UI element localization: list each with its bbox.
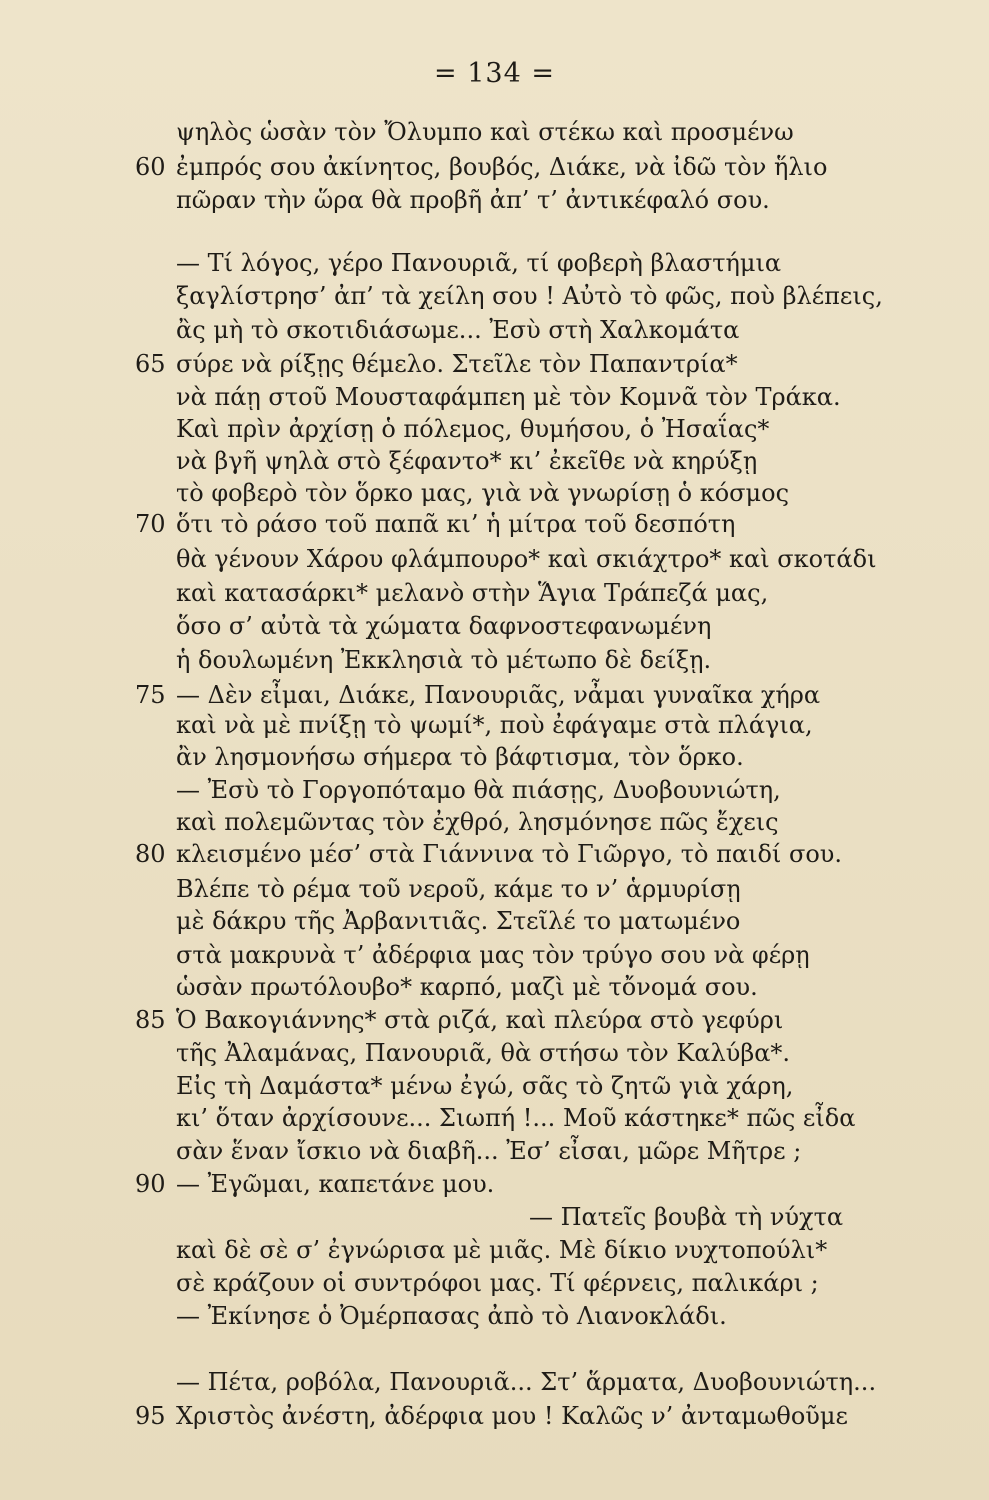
- line-number: 70: [135, 510, 166, 538]
- poem-line: Ὁ Βακογιάννης* στὰ ριζά, καὶ πλεύρα στὸ γεφύρι: [176, 1006, 784, 1034]
- poem-line: κλεισμένο μέσ’ στὰ Γιάννινα τὸ Γιῶργο, τὸ παιδί σου.: [176, 840, 843, 868]
- poem-line: ψηλὸς ὡσὰν τὸν Ὄλυμπο καὶ στέκω καὶ προσμένω: [176, 118, 794, 146]
- poem-line: Χριστὸς ἀνέστη, ἀδέρφια μου ! Καλῶς ν’ ἀνταμωθοῦμε: [176, 1402, 848, 1430]
- poem-line: μὲ δάκρυ τῆς Ἀρβανιτιᾶς. Στεῖλέ το ματωμένο: [176, 907, 741, 935]
- line-number: 85: [135, 1006, 166, 1034]
- poem-line: πῶραν τὴν ὥρα θὰ προβῆ ἀπ’ τ’ ἀντικέφαλό σου.: [176, 186, 770, 214]
- poem-line: Βλέπε τὸ ρέμα τοῦ νεροῦ, κάμε το ν’ ἁρμυρίσῃ: [176, 875, 741, 903]
- poem-line: σύρε νὰ ρίξῃς θέμελο. Στεῖλε τὸν Παπαντρία*: [176, 350, 738, 378]
- poem-line: τῆς Ἀλαμάνας, Πανουριᾶ, θὰ στήσω τὸν Καλύβα*.: [176, 1039, 791, 1067]
- poem-line: στὰ μακρυνὰ τ’ ἀδέρφια μας τὸν τρύγο σου νὰ φέρῃ: [176, 941, 810, 969]
- poem-line: νὰ βγῆ ψηλὰ στὸ ξέφαντο* κι’ ἐκεῖθε νὰ κηρύξῃ: [176, 447, 758, 475]
- poem-line: Εἰς τὴ Δαμάστα* μένω ἐγώ, σᾶς τὸ ζητῶ γιὰ χάρη,: [176, 1072, 794, 1100]
- poem-line: ὅτι τὸ ράσο τοῦ παπᾶ κι’ ἡ μίτρα τοῦ δεσπότη: [176, 510, 736, 538]
- poem-line: Καὶ πρὶν ἀρχίσῃ ὁ πόλεμος, θυμήσου, ὁ Ἠσαΐας*: [176, 415, 770, 443]
- poem-line: ἂν λησμονήσω σήμερα τὸ βάφτισμα, τὸν ὅρκο.: [176, 743, 744, 771]
- line-number: 80: [135, 840, 166, 868]
- line-number: 65: [135, 350, 166, 378]
- poem-line: ὅσο σ’ αὐτὰ τὰ χώματα δαφνοστεφανωμένη: [176, 612, 712, 640]
- poem-line: ὡσὰν πρωτόλουβο* καρπό, μαζὶ μὲ τὄνομά σου.: [176, 973, 758, 1001]
- poem-line: σὰν ἕναν ἴσκιο νὰ διαβῆ... Ἐσ’ εἶσαι, μῶρε Μῆτρε ;: [176, 1137, 802, 1165]
- poem-line: κι’ ὅταν ἀρχίσουνε... Σιωπή !... Μοῦ κάστηκε* πῶς εἶδα: [176, 1104, 856, 1132]
- poem-line: ἡ δουλωμένη Ἐκκλησιὰ τὸ μέτωπο δὲ δείξῃ.: [176, 646, 712, 674]
- poem-line: ξαγλίστρησ’ ἀπ’ τὰ χείλη σου ! Αὐτὸ τὸ φῶς, ποὺ βλέπεις,: [176, 282, 883, 310]
- poem-line: νὰ πάῃ στοῦ Μουσταφάμπεη μὲ τὸν Κομνᾶ τὸν Τράκα.: [176, 383, 841, 411]
- poem-line: καὶ πολεμῶντας τὸν ἐχθρό, λησμόνησε πῶς ἔχεις: [176, 808, 779, 836]
- poem-line: — Πατεῖς βουβὰ τὴ νύχτα: [529, 1203, 844, 1231]
- page-number: = 134 =: [434, 58, 555, 89]
- poem-line: — Τί λόγος, γέρο Πανουριᾶ, τί φοβερὴ βλαστήμια: [176, 249, 782, 277]
- poem-line: σὲ κράζουν οἱ συντρόφοι μας. Τί φέρνεις, παλικάρι ;: [176, 1269, 819, 1297]
- poem-line: — Ἐσὺ τὸ Γοργοπόταμο θὰ πιάσῃς, Δυοβουνιώτη,: [176, 776, 781, 804]
- poem-line: καὶ κατασάρκι* μελανὸ στὴν Ἅγια Τράπεζά μας,: [176, 579, 769, 607]
- poem-line: καὶ νὰ μὲ πνίξῃ τὸ ψωμί*, ποὺ ἐφάγαμε στὰ πλάγια,: [176, 711, 813, 739]
- poem-line: — Ἐγῶμαι, καπετάνε μου.: [176, 1170, 495, 1198]
- line-number: 95: [135, 1402, 166, 1430]
- line-number: 60: [135, 153, 166, 181]
- poem-line: ἂς μὴ τὸ σκοτιδιάσωμε... Ἐσὺ στὴ Χαλκομάτα: [176, 316, 740, 344]
- poem-line: καὶ δὲ σὲ σ’ ἐγνώρισα μὲ μιᾶς. Μὲ δίκιο νυχτοπούλι*: [176, 1236, 828, 1264]
- poem-line: θὰ γένουν Χάρου φλάμπουρο* καὶ σκιάχτρο* καὶ σκοτάδι: [176, 545, 877, 573]
- line-number: 90: [135, 1170, 166, 1198]
- poem-line: — Δὲν εἶμαι, Διάκε, Πανουριᾶς, νἆμαι γυναῖκα χήρα: [176, 681, 821, 709]
- line-number: 75: [135, 681, 166, 709]
- poem-line: — Ἐκίνησε ὁ Ὀμέρπασας ἀπὸ τὸ Λιανοκλάδι.: [176, 1302, 727, 1330]
- poem-line: — Πέτα, ροβόλα, Πανουριᾶ... Στ’ ἅρματα, Δυοβουνιώτη...: [176, 1368, 877, 1396]
- poem-line: ἐμπρός σου ἀκίνητος, βουβός, Διάκε, νὰ ἰδῶ τὸν ἥλιο: [176, 153, 828, 181]
- poem-line: τὸ φοβερὸ τὸν ὅρκο μας, γιὰ νὰ γνωρίσῃ ὁ κόσμος: [176, 479, 790, 507]
